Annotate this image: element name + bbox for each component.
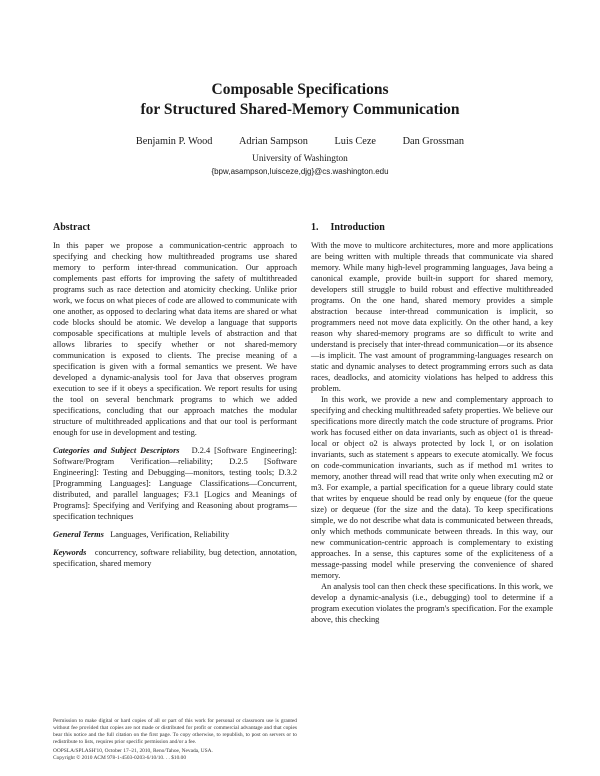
introduction-heading: [311, 222, 553, 234]
intro-paragraph-2: In this work, we provide a new and complementary approach to specifying and checking multithreaded safety properties. We believe our specifications more directly match the code structure of programs. Prior work has focused either on data invariants, such as object o1 is thread-local or object o2 is always protected by lock l, or on isolation invariants, such as statement s appears to execute atomically. We focus on code-communication invariants, such as if method m1 writes to memory, another thread will read that write only when executing m2 or m3. For example, a partial specification for a queue library could state that writes by enqueue should be read only by enqueue (for the queue size) or dequeue (for the size and the data). To keep specifications simple, we do not describe what data is communicated between threads, only which methods communicate between threads. In this way, our new communication-centric approach is complementary to existing approaches. In a sense, this captures some of the expliciteness of a message-passing model while preserving the convenience of shared memory.: [311, 395, 553, 580]
categories-label: Categories and Subject Descriptors: [53, 446, 180, 455]
paper-title: [0, 80, 600, 120]
intro-paragraph-3: An analysis tool can then check these specifications. In this work, we develop a dynamic-analysis (i.e., debugging) tool to determine if a program execution violates the program's specification. For the example above, this checking: [311, 582, 553, 624]
author-emails: {bpw,asampson,luisceze,djg}@cs.washington.edu: [211, 167, 389, 176]
categories-text: D.2.4 [Software Engineering]: Software/Program Verification—reliability; D.2.5 [Software Engineering]: Testing and Debugging—monitors, testing tools; D.3.2 [Programming Languages]: Language Classifications—Concurrent, distributed, and parallel languages; F3.1 [Logics and Meanings of Programs]: Specifying and Verifying and Reasoning about programs—specification techniques: [53, 446, 297, 521]
author-list: [0, 136, 600, 147]
general-terms-text: Languages, Verification, Reliability: [110, 530, 230, 539]
author: Adrian Sampson: [239, 136, 308, 147]
section-title: Introduction: [330, 222, 385, 233]
abstract-text: In this paper we propose a communication-centric approach to specifying and checking how multithreaded programs use shared memory to perform inter-thread communication. Our approach complements past efforts for improving the safety of multithreaded programs such as race detection and atomicity checking. Unlike prior work, we focus on what pieces of code are allowed to communicate with one another, as opposed to declaring what data items are shared or what code blocks should be atomic. We develop a language that supports composable specifications at multiple levels of abstraction and that allows libraries to specify whether or not shared-memory communication is exposed to clients. The precise meaning of a specification is given with a formal semantics we present. We have developed a dynamic-analysis tool for Java that observes program execution to see if it obeys a specification. We report results for using the tool on several benchmark programs to which we added specifications, concluding that our approach matches the modular structure of multithreaded applications and that our tool is performant enough for use in development and testing.: [53, 241, 297, 437]
general-terms-label: General Terms: [53, 530, 104, 539]
keywords-block: [53, 547, 297, 569]
venue-text: OOPSLA/SPLASH'10, October 17–21, 2010, Reno/Tahoe, Nevada, USA.: [53, 748, 213, 754]
abstract-heading: Abstract: [53, 222, 91, 233]
left-column: [53, 222, 297, 569]
categories-block: [53, 445, 297, 522]
author: Luis Ceze: [334, 136, 376, 147]
copyright-footnote: [53, 718, 297, 762]
keywords-label: Keywords: [53, 548, 87, 557]
author: Benjamin P. Wood: [135, 136, 213, 147]
intro-paragraph-1: With the move to multicore architectures, more and more applications are being written with multiple threads that communicate via shared memory. While many high-level programming languages, Java being a canonical example, provide built-in support for shared memory, developers still struggle to build robust and effective multithreaded programs. On the one hand, shared memory provides a simple abstraction because inter-thread communication is implicit, so programmers need not move data explicitly. On the other hand, a key reason why shared-memory programs are so difficult to write and understand is precisely that inter-thread communication—or its absence—is implicit. The vast amount of programming-languages research on static and dynamic analyses to detect programming errors such as data races, deadlocks, and atomicity violations has helped to address this problem.: [311, 241, 553, 393]
affiliation: University of Washington: [252, 154, 348, 164]
right-column: [311, 222, 553, 625]
author: Dan Grossman: [402, 136, 465, 147]
permission-text: Permission to make digital or hard copies of all or part of this work for personal or classroom use is granted without fee provided that copies are not made or distributed for profit or commercial advantage and that copies bear this notice and the full citation on the first page. To copy otherwise, to republish, to post on servers or to redistribute to lists, requires prior specific permission and/or a fee.: [53, 718, 297, 745]
section-number: 1.: [311, 222, 319, 233]
copyright-text: Copyright © 2010 ACM 978-1-4503-0203-6/10/10. . . $10.00: [53, 755, 187, 761]
title-line-2: for Structured Shared-Memory Communication: [140, 101, 460, 118]
keywords-text: concurrency, software reliability, bug detection, annotation, specification, shared memory: [53, 548, 297, 568]
title-line-1: Composable Specifications: [211, 81, 389, 98]
general-terms-block: [53, 529, 297, 540]
